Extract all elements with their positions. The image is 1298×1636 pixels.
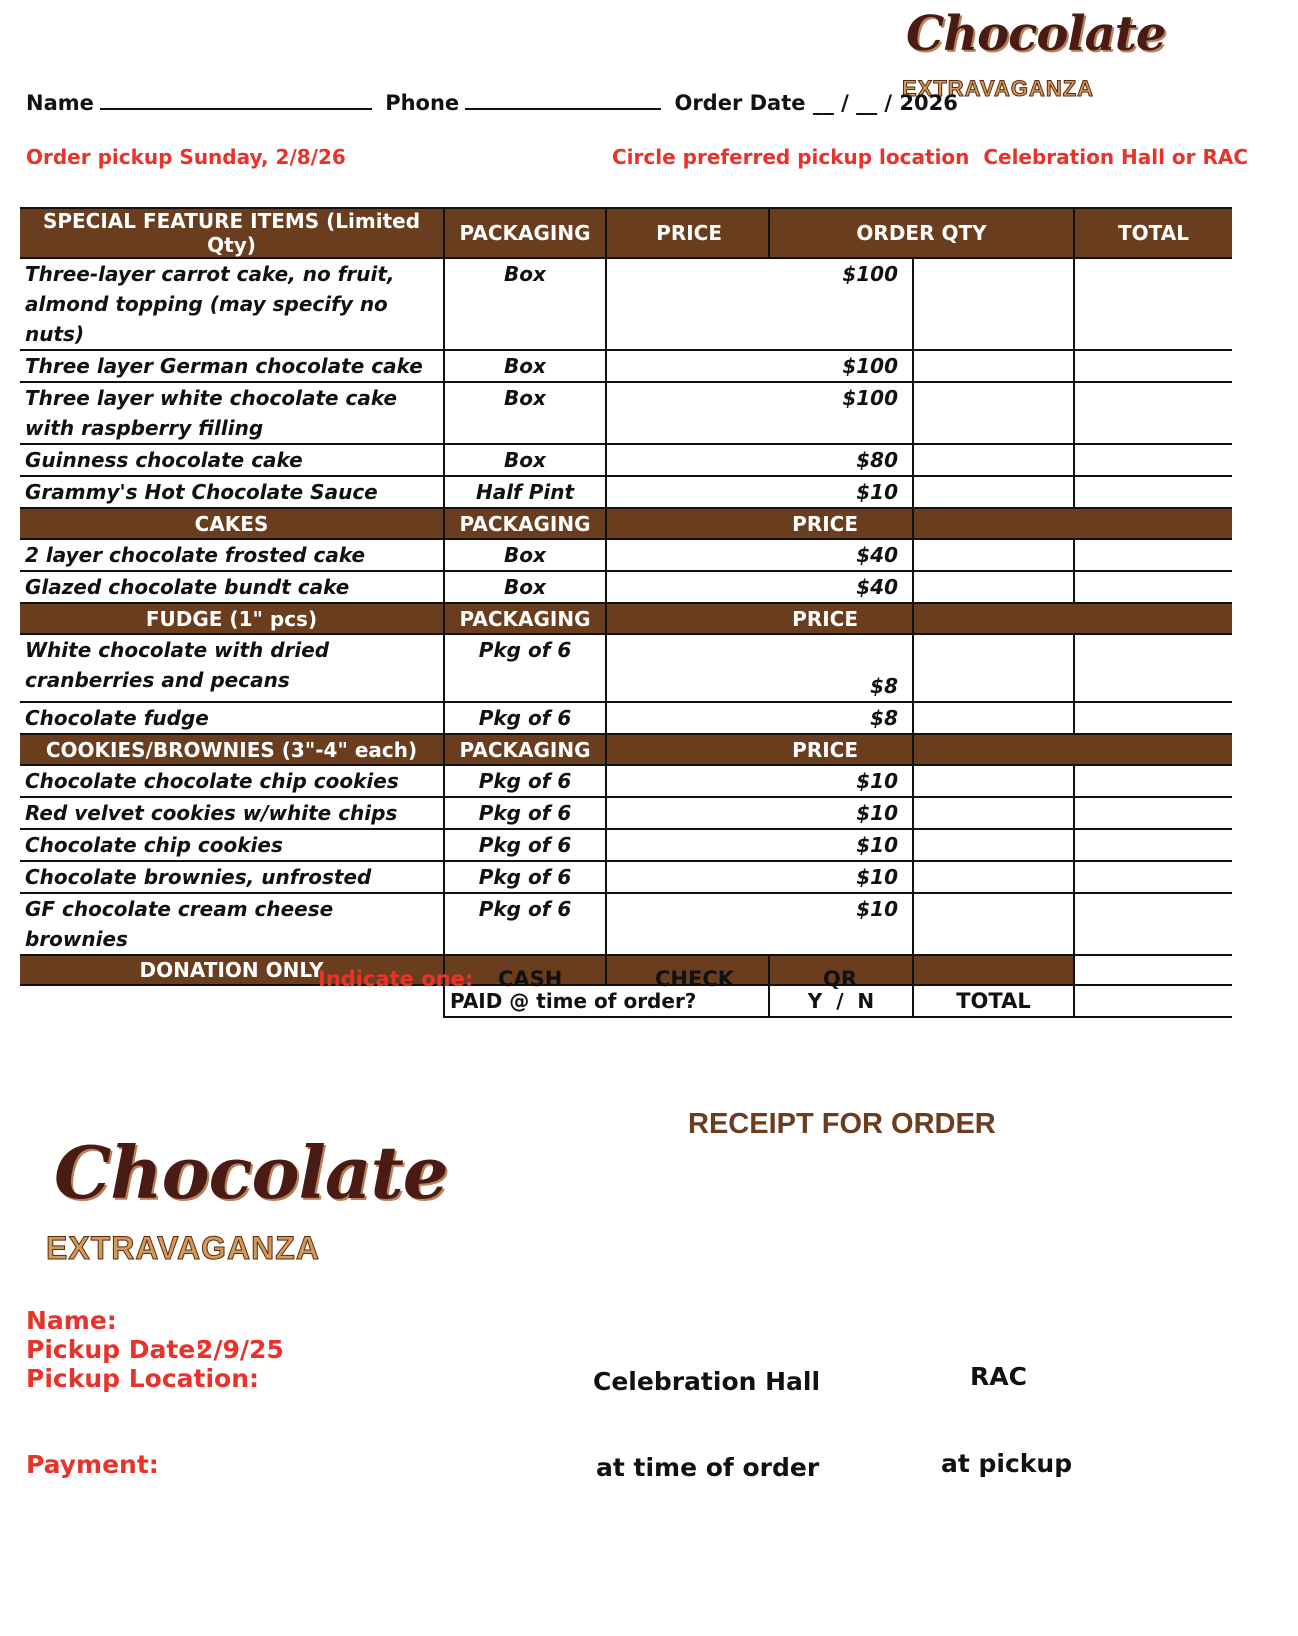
total-cell[interactable]: [1074, 829, 1232, 861]
item-name: GF chocolate cream cheese brownies: [20, 893, 444, 955]
table-row: [20, 765, 1232, 797]
item-packaging: Pkg of 6: [444, 861, 606, 893]
paid-row: [20, 985, 1232, 1017]
item-price: $40: [606, 539, 913, 571]
logo-script: Chocolate: [906, 6, 1166, 62]
item-name: 2 layer chocolate frosted cake: [20, 539, 444, 571]
item-packaging: Box: [444, 539, 606, 571]
packaging-header: PACKAGING: [444, 508, 606, 539]
table-row: [20, 702, 1232, 734]
table-row: [20, 382, 1232, 444]
receipt-payment-at-pickup[interactable]: at pickup: [941, 1449, 1073, 1478]
order-qty-cell[interactable]: [913, 893, 1074, 955]
item-packaging: Pkg of 6: [444, 634, 606, 702]
receipt-location-rac[interactable]: RAC: [970, 1362, 1027, 1391]
item-name: Guinness chocolate cake: [20, 444, 444, 476]
section-header-fill: [913, 508, 1232, 539]
table-row: [20, 444, 1232, 476]
item-price: $100: [606, 382, 913, 444]
table-row: [20, 861, 1232, 893]
order-qty-cell[interactable]: [913, 634, 1074, 702]
item-price: $80: [606, 444, 913, 476]
packaging-header: PACKAGING: [444, 603, 606, 634]
item-price: $10: [606, 797, 913, 829]
item-price: $40: [606, 571, 913, 603]
order-header: [26, 86, 964, 115]
name-field[interactable]: [100, 86, 372, 110]
payment-cash-option[interactable]: CASH: [498, 967, 563, 991]
order-qty-cell[interactable]: [913, 861, 1074, 893]
order-qty-cell[interactable]: [913, 539, 1074, 571]
item-packaging: Pkg of 6: [444, 702, 606, 734]
receipt-payment-at-order[interactable]: at time of order: [596, 1453, 820, 1482]
donation-amount-cell[interactable]: [1074, 955, 1232, 985]
paid-yes-no[interactable]: Y / N: [769, 985, 913, 1017]
table-row: [20, 893, 1232, 955]
item-price: $100: [606, 258, 913, 350]
item-name: Three layer white chocolate cake with raspberry filling: [20, 382, 444, 444]
donation-fill: [913, 955, 1074, 985]
section-title: SPECIAL FEATURE ITEMS (Limited Qty): [20, 208, 444, 258]
item-packaging: Pkg of 6: [444, 893, 606, 955]
section-title: CAKES: [20, 508, 444, 539]
order-table: [20, 207, 1232, 1018]
item-packaging: Pkg of 6: [444, 765, 606, 797]
item-packaging: Pkg of 6: [444, 829, 606, 861]
item-packaging: Box: [444, 382, 606, 444]
total-cell[interactable]: [1074, 893, 1232, 955]
item-price: $10: [606, 765, 913, 797]
order-qty-cell[interactable]: [913, 797, 1074, 829]
section-title: FUDGE (1" pcs): [20, 603, 444, 634]
table-row: [20, 634, 1232, 702]
total-cell[interactable]: [1074, 634, 1232, 702]
total-cell[interactable]: [1074, 539, 1232, 571]
price-header: PRICE: [606, 508, 913, 539]
table-row: [20, 476, 1232, 508]
paid-label: PAID @ time of order?: [444, 985, 769, 1017]
item-name: Red velvet cookies w/white chips: [20, 797, 444, 829]
item-name: Chocolate fudge: [20, 702, 444, 734]
item-price: $8: [606, 702, 913, 734]
section-title: COOKIES/BROWNIES (3"-4" each): [20, 734, 444, 765]
item-packaging: Half Pint: [444, 476, 606, 508]
total-cell[interactable]: [1074, 571, 1232, 603]
order-qty-cell[interactable]: [913, 571, 1074, 603]
item-price: $10: [606, 893, 913, 955]
item-name: White chocolate with dried cranberries and pecans: [20, 634, 444, 702]
packaging-header: PACKAGING: [444, 208, 606, 258]
receipt-title: RECEIPT FOR ORDER: [688, 1108, 996, 1140]
item-name: Chocolate chip cookies: [20, 829, 444, 861]
payment-check-option[interactable]: CHECK: [655, 967, 735, 991]
item-price: $100: [606, 350, 913, 382]
phone-label: Phone: [385, 91, 460, 115]
order-qty-header: ORDER QTY: [769, 208, 1074, 258]
section-header: [20, 208, 1232, 258]
price-header: PRICE: [606, 734, 913, 765]
total-header: TOTAL: [1074, 208, 1232, 258]
pickup-location-note: Circle preferred pickup location Celebration Hall or RAC: [612, 145, 1249, 169]
packaging-header: PACKAGING: [444, 734, 606, 765]
total-cell[interactable]: [1074, 861, 1232, 893]
section-header-fill: [913, 734, 1232, 765]
logo-banner: EXTRAVAGANZA: [902, 76, 1095, 101]
table-row: [20, 829, 1232, 861]
payment-indicate-label: Indicate one:: [318, 967, 474, 991]
order-qty-cell[interactable]: [913, 765, 1074, 797]
receipt-payment-label: Payment:: [26, 1450, 159, 1479]
total-cell[interactable]: [1074, 350, 1232, 382]
order-date-label: Order Date __ / __ / 2026: [674, 91, 958, 115]
item-name: Chocolate chocolate chip cookies: [20, 765, 444, 797]
payment-qr-option[interactable]: QR: [823, 967, 858, 991]
receipt-pickup-location-label: Pickup Location:: [26, 1364, 260, 1393]
order-qty-cell[interactable]: [913, 382, 1074, 444]
total-cell[interactable]: [1074, 702, 1232, 734]
item-name: Grammy's Hot Chocolate Sauce: [20, 476, 444, 508]
total-cell[interactable]: [1074, 382, 1232, 444]
order-qty-cell[interactable]: [913, 444, 1074, 476]
item-packaging: Box: [444, 350, 606, 382]
item-name: Chocolate brownies, unfrosted: [20, 861, 444, 893]
item-packaging: Box: [444, 571, 606, 603]
total-cell[interactable]: [1074, 476, 1232, 508]
pickup-date-note: Order pickup Sunday, 2/8/26: [26, 145, 346, 169]
price-header: PRICE: [606, 208, 769, 258]
item-name: Three-layer carrot cake, no fruit, almond topping (may specify no nuts): [20, 258, 444, 350]
receipt-name-label: Name:: [26, 1306, 117, 1335]
total-cell[interactable]: [1074, 797, 1232, 829]
table-row: [20, 539, 1232, 571]
donation-row: [20, 955, 1232, 985]
order-qty-cell[interactable]: [913, 476, 1074, 508]
receipt-pickup-date-label: Pickup Date:: [26, 1335, 206, 1364]
price-header: PRICE: [606, 603, 913, 634]
section-header: [20, 734, 1232, 765]
order-qty-cell[interactable]: [913, 829, 1074, 861]
receipt-pickup-date-value: 2/9/25: [196, 1335, 284, 1364]
total-cell[interactable]: [1074, 444, 1232, 476]
grand-total-label: TOTAL: [913, 985, 1074, 1017]
item-name: Glazed chocolate bundt cake: [20, 571, 444, 603]
item-packaging: Box: [444, 258, 606, 350]
section-header: [20, 508, 1232, 539]
table-row: [20, 258, 1232, 350]
item-name: Three layer German chocolate cake: [20, 350, 444, 382]
section-header-fill: [913, 603, 1232, 634]
logo-script: Chocolate: [54, 1130, 448, 1215]
donation-label: DONATION ONLY: [20, 955, 444, 985]
order-qty-cell[interactable]: [913, 258, 1074, 350]
item-packaging: Box: [444, 444, 606, 476]
item-price: $10: [606, 861, 913, 893]
logo-receipt: [46, 1130, 448, 1280]
item-packaging: Pkg of 6: [444, 797, 606, 829]
phone-field[interactable]: [465, 86, 661, 110]
item-price: $10: [606, 476, 913, 508]
section-header: [20, 603, 1232, 634]
order-qty-cell[interactable]: [913, 702, 1074, 734]
grand-total-cell[interactable]: [1074, 985, 1232, 1017]
total-cell[interactable]: [1074, 765, 1232, 797]
receipt-location-celebration-hall[interactable]: Celebration Hall: [593, 1367, 821, 1396]
table-row: [20, 350, 1232, 382]
order-qty-cell[interactable]: [913, 350, 1074, 382]
table-row: [20, 571, 1232, 603]
name-label: Name: [26, 91, 94, 115]
logo-banner: EXTRAVAGANZA: [46, 1230, 320, 1266]
item-price: $8: [606, 634, 913, 702]
item-price: $10: [606, 829, 913, 861]
table-row: [20, 797, 1232, 829]
total-cell[interactable]: [1074, 258, 1232, 350]
